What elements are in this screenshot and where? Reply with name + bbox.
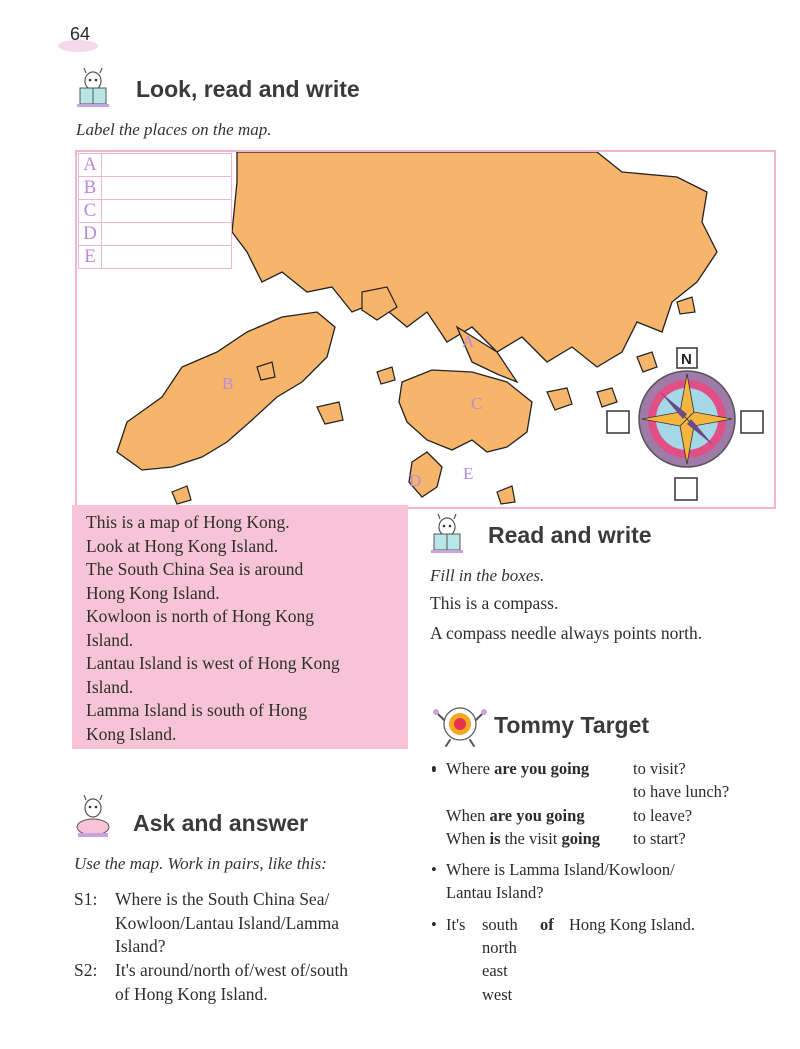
word-is: is bbox=[489, 829, 501, 848]
s1-line: Kowloon/Lantau Island/Lamma bbox=[115, 912, 340, 933]
option-to-start: to start? bbox=[633, 829, 686, 848]
answer-blank[interactable] bbox=[102, 177, 232, 200]
label-letter: C bbox=[79, 200, 102, 223]
direction-west: west bbox=[482, 985, 513, 1004]
speaker-s1: S1: bbox=[74, 889, 98, 909]
map-letter-b: B bbox=[222, 374, 234, 393]
s2-dialogue bbox=[115, 959, 425, 1006]
bullet-2: • bbox=[431, 860, 437, 879]
passage-line: Kowloon is north of Hong Kong bbox=[86, 606, 314, 626]
word-where: Where bbox=[446, 759, 490, 778]
answer-blank[interactable] bbox=[102, 200, 232, 223]
bullet-3: • bbox=[431, 915, 437, 934]
word-when: When bbox=[446, 806, 486, 825]
passage-line: Island. bbox=[86, 676, 134, 697]
label-letter: B bbox=[79, 177, 102, 200]
word-going: going bbox=[561, 829, 601, 848]
tommy-target-mascot-icon bbox=[432, 700, 488, 748]
compass-rose-icon bbox=[607, 348, 763, 500]
passage-line: Lantau Island is west of Hong Kong bbox=[86, 653, 340, 673]
option-to-visit: to visit? bbox=[633, 759, 686, 778]
map-letter-c: C bbox=[471, 394, 483, 413]
read-write-line: A compass needle always points north. bbox=[430, 623, 703, 643]
tommy-target-title: Tommy Target bbox=[494, 712, 650, 738]
passage-line: This is a map of Hong Kong. bbox=[86, 512, 290, 532]
answer-blank[interactable] bbox=[102, 246, 232, 269]
look-read-write-instruction: Label the places on the map. bbox=[76, 120, 272, 139]
where-is-line-2: Lantau Island? bbox=[446, 883, 544, 902]
speaker-s2: S2: bbox=[74, 960, 98, 980]
option-to-leave: to leave? bbox=[633, 806, 693, 825]
compass-west-box bbox=[607, 411, 629, 433]
tommy-q3 bbox=[446, 827, 600, 850]
label-letter: D bbox=[79, 223, 102, 246]
passage-line: Hong Kong Island. bbox=[86, 582, 220, 603]
word-when: When bbox=[446, 829, 486, 848]
compass-north-label: N bbox=[681, 351, 692, 368]
compass-east-box bbox=[741, 411, 763, 433]
read-write-line: This is a compass. bbox=[430, 593, 559, 613]
ask-answer-title: Ask and answer bbox=[133, 810, 309, 836]
answer-blank[interactable] bbox=[102, 223, 232, 246]
phrase-are-you-going: are you going bbox=[489, 806, 585, 825]
read-write-title: Read and write bbox=[488, 522, 652, 548]
answer-blank[interactable] bbox=[102, 154, 232, 177]
option-to-have-lunch: to have lunch? bbox=[633, 782, 730, 801]
bullet-1: • bbox=[431, 759, 437, 778]
ask-answer-instruction: Use the map. Work in pairs, like this: bbox=[74, 854, 327, 873]
reading-mascot-icon bbox=[428, 514, 466, 554]
s1-dialogue bbox=[115, 888, 415, 959]
word-of: of bbox=[540, 915, 554, 934]
s1-line: Where is the South China Sea/ bbox=[115, 889, 330, 909]
s2-line: It's around/north of/west of/south bbox=[115, 960, 349, 980]
read-write-instruction: Fill in the boxes. bbox=[430, 566, 545, 585]
pair-mascot-icon bbox=[72, 795, 114, 839]
answer-label-table bbox=[78, 153, 232, 269]
phrase-are-you-going: are you going bbox=[494, 759, 590, 778]
word-its: It's bbox=[446, 915, 466, 934]
s1-line: Island? bbox=[115, 936, 166, 956]
label-letter: E bbox=[79, 246, 102, 269]
hong-kong-island bbox=[399, 370, 532, 452]
compass-south-box bbox=[675, 478, 697, 500]
map-letter-a: A bbox=[462, 332, 475, 351]
reading-mascot-icon bbox=[74, 68, 112, 108]
direction-south: south bbox=[482, 915, 518, 934]
where-is-line-1: Where is Lamma Island/Kowloon/ bbox=[446, 860, 675, 879]
map-letter-d: D bbox=[409, 471, 422, 490]
hong-kong-island-text: Hong Kong Island. bbox=[569, 915, 696, 934]
map-letter-e: E bbox=[463, 464, 474, 483]
tommy-q2 bbox=[446, 804, 585, 827]
reading-passage bbox=[86, 511, 406, 746]
passage-line: Lamma Island is south of Hong bbox=[86, 700, 308, 720]
passage-line: Kong Island. bbox=[86, 723, 177, 744]
passage-line: Island. bbox=[86, 629, 134, 650]
look-read-write-title: Look, read and write bbox=[136, 76, 360, 102]
direction-east: east bbox=[482, 961, 508, 980]
phrase-the-visit: the visit bbox=[504, 829, 558, 848]
direction-north: north bbox=[482, 938, 517, 957]
tommy-q1 bbox=[446, 757, 589, 780]
s2-line: of Hong Kong Island. bbox=[115, 983, 268, 1004]
passage-line: Look at Hong Kong Island. bbox=[86, 535, 278, 556]
page-number: 64 bbox=[70, 24, 91, 44]
hong-kong-map bbox=[75, 150, 776, 509]
passage-line: The South China Sea is around bbox=[86, 559, 304, 579]
label-letter: A bbox=[79, 154, 102, 177]
